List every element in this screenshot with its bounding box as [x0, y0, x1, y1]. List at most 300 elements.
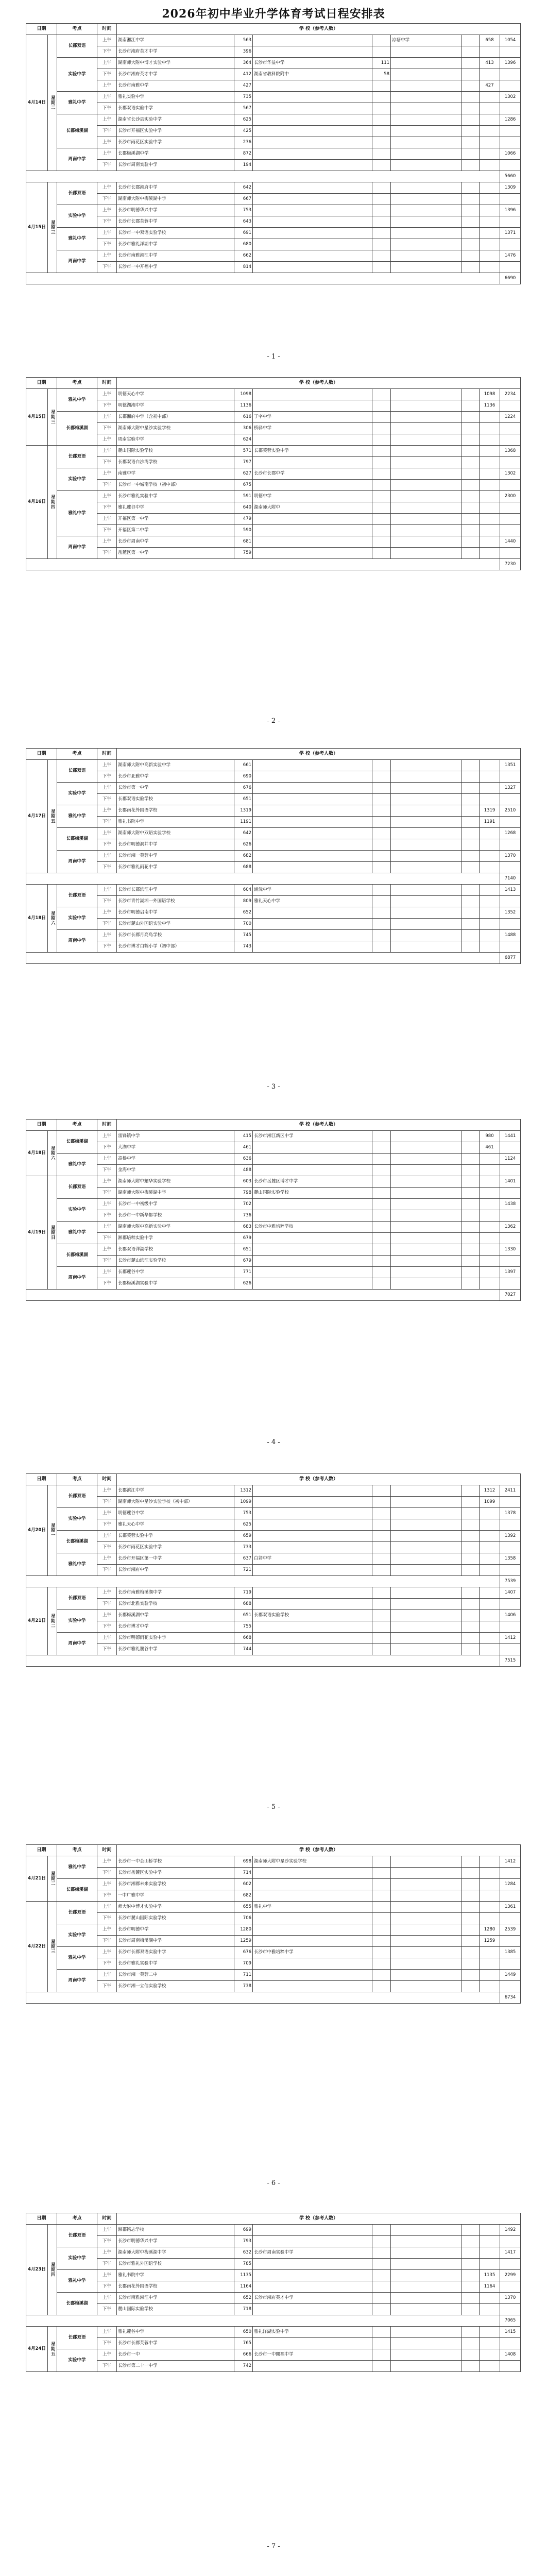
venue-total — [500, 1565, 521, 1576]
school-count-2 — [372, 862, 391, 873]
venue-total — [500, 400, 521, 412]
table-row — [26, 1936, 521, 1947]
venue-total — [500, 80, 521, 92]
day-grand-total: 6734 — [500, 1992, 521, 2004]
school-name-3 — [391, 480, 462, 491]
day-grand-total: 6690 — [500, 273, 521, 284]
exam-venue: 长郡梅溪湖 — [57, 1879, 97, 1902]
school-name: 雅礼书院中学 — [117, 817, 234, 828]
school-count-2 — [372, 514, 391, 525]
day-total-spacer — [26, 1290, 500, 1301]
school-count-3 — [462, 2349, 480, 2361]
exam-venue: 长郡双语 — [57, 1902, 97, 1924]
school-name-3 — [391, 1947, 462, 1958]
school-name: 长沙市雅礼洋湖中学 — [117, 239, 234, 250]
venue-total: 1406 — [500, 1610, 521, 1621]
table-row — [26, 1587, 521, 1599]
session-time: 上午 — [97, 35, 117, 46]
school-count-2 — [372, 216, 391, 228]
school-count-2 — [372, 2293, 391, 2304]
school-name: 长沙市开福区实验中学 — [117, 126, 234, 137]
venue-total: 1327 — [500, 783, 521, 794]
school-name-3 — [391, 1244, 462, 1256]
school-name-2 — [253, 548, 372, 559]
exam-date: 4月18日 — [26, 1131, 48, 1176]
session-time: 下午 — [97, 457, 117, 468]
day-total-spacer — [26, 273, 500, 284]
school-count-3 — [462, 1856, 480, 1868]
school-count-3 — [462, 536, 480, 548]
school-name-2 — [253, 1879, 372, 1890]
exam-venue: 长郡梅溪湖 — [57, 1244, 97, 1267]
school-count-3 — [462, 2259, 480, 2270]
school-name: 长沙市湘一立信实验学校 — [117, 1981, 234, 1992]
table-row — [26, 250, 521, 262]
school-name-2 — [253, 771, 372, 783]
school-count-3 — [462, 548, 480, 559]
school-name-2: 丁字中学 — [253, 412, 372, 423]
table-row — [26, 148, 521, 160]
exam-venue: 长郡梅溪湖 — [57, 412, 97, 446]
exam-venue: 长郡双语 — [57, 885, 97, 907]
header-venue: 考点 — [57, 24, 97, 35]
school-count: 797 — [234, 457, 253, 468]
school-count-3 — [462, 525, 480, 536]
school-name-2 — [253, 851, 372, 862]
venue-total: 1268 — [500, 828, 521, 839]
school-count-3 — [462, 907, 480, 919]
school-name-2 — [253, 1913, 372, 1924]
school-name-2 — [253, 46, 372, 58]
venue-total — [500, 457, 521, 468]
school-name-2: 雅礼中学 — [253, 1902, 372, 1913]
session-subtotal — [480, 1210, 500, 1222]
school-name: 长沙市明德雨花实验中学 — [117, 1633, 234, 1644]
school-count-2 — [372, 239, 391, 250]
school-count-2 — [372, 2225, 391, 2236]
venue-total: 1438 — [500, 1199, 521, 1210]
exam-venue: 长郡双语 — [57, 446, 97, 468]
session-subtotal: 1280 — [480, 1924, 500, 1936]
school-name: 湖南师大附中高新实验中学 — [117, 760, 234, 771]
exam-venue: 雅礼中学 — [57, 1856, 97, 1879]
session-time: 上午 — [97, 1244, 117, 1256]
school-count-3 — [462, 2247, 480, 2259]
header-date: 日期 — [26, 1120, 57, 1131]
school-name-3 — [391, 907, 462, 919]
school-name-3 — [391, 126, 462, 137]
table-row — [26, 114, 521, 126]
school-name-3 — [391, 1936, 462, 1947]
school-count: 706 — [234, 1913, 253, 1924]
table-row — [26, 80, 521, 92]
session-subtotal: 1099 — [480, 1497, 500, 1508]
venue-total: 1368 — [500, 446, 521, 457]
school-name-2 — [253, 400, 372, 412]
school-count-3 — [462, 1621, 480, 1633]
school-name: 长郡双语洋湖学校 — [117, 1244, 234, 1256]
venue-total — [500, 239, 521, 250]
school-name-2 — [253, 216, 372, 228]
table-row — [26, 239, 521, 250]
session-subtotal — [480, 423, 500, 434]
school-count: 688 — [234, 1599, 253, 1610]
table-row — [26, 1610, 521, 1621]
exam-date: 4月21日 — [26, 1856, 48, 1902]
school-count-3 — [462, 783, 480, 794]
header-date: 日期 — [26, 1845, 57, 1856]
school-name-3 — [391, 1176, 462, 1188]
header-venue: 考点 — [57, 749, 97, 760]
school-name-3 — [391, 491, 462, 502]
schedule-page — [26, 2213, 520, 2372]
school-name-2 — [253, 907, 372, 919]
day-grand-total: 6877 — [500, 953, 521, 964]
school-count-3 — [462, 2304, 480, 2315]
exam-venue: 雅礼中学 — [57, 1553, 97, 1576]
table-row — [26, 1222, 521, 1233]
school-count-3 — [462, 1278, 480, 1290]
session-time: 上午 — [97, 148, 117, 160]
school-name-3 — [391, 1210, 462, 1222]
session-subtotal — [480, 896, 500, 907]
table-row — [26, 1508, 521, 1519]
venue-total — [500, 423, 521, 434]
school-count-3 — [462, 839, 480, 851]
school-count-3 — [462, 160, 480, 171]
school-name-3 — [391, 262, 462, 273]
exam-venue: 实验中学 — [57, 205, 97, 228]
school-count-2 — [372, 1267, 391, 1278]
school-count-3 — [462, 228, 480, 239]
table-row — [26, 1913, 521, 1924]
venue-total — [500, 502, 521, 514]
school-name: 雅礼实验中学 — [117, 92, 234, 103]
school-count: 679 — [234, 1233, 253, 1244]
school-name: 长沙市开福区第一中学 — [117, 1553, 234, 1565]
session-subtotal — [480, 137, 500, 148]
table-row — [26, 126, 521, 137]
school-name-3 — [391, 1879, 462, 1890]
session-subtotal — [480, 148, 500, 160]
school-count: 1312 — [234, 1485, 253, 1497]
school-count-2 — [372, 1497, 391, 1508]
school-count: 642 — [234, 182, 253, 194]
school-count-2 — [372, 1142, 391, 1154]
school-count: 690 — [234, 771, 253, 783]
session-subtotal — [480, 1508, 500, 1519]
session-time: 下午 — [97, 1165, 117, 1176]
day-grand-total: 7065 — [500, 2315, 521, 2327]
school-count: 719 — [234, 1587, 253, 1599]
session-time: 下午 — [97, 1497, 117, 1508]
session-time: 上午 — [97, 1485, 117, 1497]
exam-weekday: 星期二 — [48, 1587, 57, 1655]
school-count-2 — [372, 1244, 391, 1256]
school-count-2 — [372, 480, 391, 491]
session-subtotal — [480, 1531, 500, 1542]
exam-date: 4月18日 — [26, 885, 48, 953]
table-row — [26, 1599, 521, 1610]
exam-venue: 实验中学 — [57, 2247, 97, 2270]
table-row — [26, 828, 521, 839]
table-row — [26, 1199, 521, 1210]
school-count: 396 — [234, 46, 253, 58]
school-name-3 — [391, 1542, 462, 1553]
schedule-table — [26, 377, 521, 570]
day-total-spacer — [26, 1992, 500, 2004]
venue-total: 1408 — [500, 2349, 521, 2361]
school-count: 666 — [234, 2349, 253, 2361]
school-count-2 — [372, 502, 391, 514]
venue-total: 2411 — [500, 1485, 521, 1497]
school-name-2: 长郡双语实验学校 — [253, 1610, 372, 1621]
school-name: 岳麓区第一中学 — [117, 548, 234, 559]
school-name: 长沙市第二十一中学 — [117, 2361, 234, 2372]
school-name-2: 长沙市湘江新区中学 — [253, 1131, 372, 1142]
school-name: 湖南师大附中星沙实验学校（初中部） — [117, 1497, 234, 1508]
venue-total: 1401 — [500, 1176, 521, 1188]
page-number: - 4 - — [267, 1438, 280, 1446]
school-count-3 — [462, 69, 480, 80]
school-count-3 — [462, 46, 480, 58]
school-name: 雅礼麓谷中学 — [117, 502, 234, 514]
venue-total: 1396 — [500, 58, 521, 69]
school-count-3 — [462, 502, 480, 514]
table-row — [26, 182, 521, 194]
session-time: 上午 — [97, 1856, 117, 1868]
exam-venue: 雅礼中学 — [57, 491, 97, 536]
school-count-3 — [462, 480, 480, 491]
session-subtotal — [480, 1970, 500, 1981]
exam-weekday: 星期六 — [48, 1131, 57, 1176]
venue-total — [500, 103, 521, 114]
exam-venue: 长郡梅溪湖 — [57, 2293, 97, 2315]
header-date: 日期 — [26, 1474, 57, 1485]
session-time: 上午 — [97, 182, 117, 194]
venue-total — [500, 262, 521, 273]
session-subtotal — [480, 828, 500, 839]
schedule-table — [26, 1473, 521, 1667]
table-row — [26, 1244, 521, 1256]
school-name: 长沙市麓山滨江实验学校 — [117, 1256, 234, 1267]
school-count-3 — [462, 239, 480, 250]
school-count: 425 — [234, 126, 253, 137]
school-count: 461 — [234, 1142, 253, 1154]
school-count-3 — [462, 771, 480, 783]
venue-total — [500, 69, 521, 80]
school-count-3 — [462, 896, 480, 907]
school-count: 680 — [234, 239, 253, 250]
venue-total: 1488 — [500, 930, 521, 941]
session-time: 上午 — [97, 885, 117, 896]
school-name: 师大附中博才实验中学 — [117, 1902, 234, 1913]
session-time: 上午 — [97, 1508, 117, 1519]
session-subtotal — [480, 1267, 500, 1278]
school-count-2 — [372, 930, 391, 941]
school-name-2 — [253, 1565, 372, 1576]
table-row — [26, 907, 521, 919]
school-name-2: 长沙市岳麓区博才中学 — [253, 1176, 372, 1188]
session-subtotal — [480, 92, 500, 103]
school-count-2 — [372, 1565, 391, 1576]
school-name-3 — [391, 1902, 462, 1913]
table-row — [26, 92, 521, 103]
school-count-3 — [462, 1879, 480, 1890]
school-name-2 — [253, 1890, 372, 1902]
day-total-spacer — [26, 1655, 500, 1667]
school-count-2 — [372, 2361, 391, 2372]
table-row — [26, 389, 521, 400]
school-count: 479 — [234, 514, 253, 525]
session-time: 下午 — [97, 2236, 117, 2247]
table-row — [26, 839, 521, 851]
venue-total: 1492 — [500, 2225, 521, 2236]
exam-date: 4月15日 — [26, 182, 48, 273]
school-name: 长沙市明德华兴中学 — [117, 2236, 234, 2247]
venue-total — [500, 2361, 521, 2372]
school-name-2: 湖南师大附中 — [253, 502, 372, 514]
school-count-3 — [462, 1599, 480, 1610]
venue-total — [500, 839, 521, 851]
school-count: 643 — [234, 216, 253, 228]
session-subtotal — [480, 1222, 500, 1233]
school-count-3 — [462, 760, 480, 771]
venue-total — [500, 1233, 521, 1244]
session-subtotal: 1136 — [480, 400, 500, 412]
session-time: 上午 — [97, 760, 117, 771]
school-count: 682 — [234, 1890, 253, 1902]
session-subtotal — [480, 1913, 500, 1924]
session-time: 上午 — [97, 1587, 117, 1599]
table-row — [26, 434, 521, 446]
exam-venue: 周南中学 — [57, 1633, 97, 1655]
school-name-2 — [253, 205, 372, 216]
session-subtotal — [480, 250, 500, 262]
day-total-spacer — [26, 559, 500, 570]
session-subtotal — [480, 1981, 500, 1992]
venue-total — [500, 160, 521, 171]
school-name: 长沙市麓山国际实验学校 — [117, 1913, 234, 1924]
school-count-3 — [462, 1958, 480, 1970]
school-count: 683 — [234, 1222, 253, 1233]
session-time: 下午 — [97, 1913, 117, 1924]
session-time: 上午 — [97, 1610, 117, 1621]
school-name-2 — [253, 1497, 372, 1508]
school-count-2 — [372, 839, 391, 851]
venue-total — [500, 1599, 521, 1610]
school-name-3 — [391, 1199, 462, 1210]
school-name: 长沙市雅礼雨花中学 — [117, 862, 234, 873]
table-row — [26, 2361, 521, 2372]
page-number: - 2 - — [267, 717, 280, 725]
school-name-3 — [391, 2338, 462, 2349]
school-count: 753 — [234, 205, 253, 216]
school-name-3 — [391, 1188, 462, 1199]
school-count-3 — [462, 216, 480, 228]
school-name: 长沙市麓山外国语实验中学 — [117, 919, 234, 930]
venue-total — [500, 1936, 521, 1947]
school-name-2: 湖南省教科院附中 — [253, 69, 372, 80]
school-name-3 — [391, 389, 462, 400]
school-count-3 — [462, 1902, 480, 1913]
exam-weekday: 星期三 — [48, 1902, 57, 1992]
school-name-2 — [253, 1485, 372, 1497]
table-row — [26, 2236, 521, 2247]
school-name-3 — [391, 1142, 462, 1154]
table-header-row — [26, 1845, 521, 1856]
school-name-3 — [391, 182, 462, 194]
school-name-2 — [253, 941, 372, 953]
table-row — [26, 46, 521, 58]
session-time: 上午 — [97, 412, 117, 423]
exam-venue: 实验中学 — [57, 907, 97, 930]
session-time: 下午 — [97, 1542, 117, 1553]
school-count: 1136 — [234, 400, 253, 412]
venue-total — [500, 919, 521, 930]
school-name-2 — [253, 262, 372, 273]
venue-total — [500, 1142, 521, 1154]
school-name-3 — [391, 412, 462, 423]
session-time: 下午 — [97, 2361, 117, 2372]
school-count-2 — [372, 103, 391, 114]
school-count: 718 — [234, 2304, 253, 2315]
school-count-2 — [372, 35, 391, 46]
school-count-2 — [372, 2270, 391, 2281]
school-name-3 — [391, 2349, 462, 2361]
school-name-2 — [253, 2338, 372, 2349]
school-count-2 — [372, 400, 391, 412]
school-name-3 — [391, 1278, 462, 1290]
session-time: 下午 — [97, 194, 117, 205]
school-name-3 — [391, 1913, 462, 1924]
school-count: 676 — [234, 1947, 253, 1958]
school-name-3 — [391, 1165, 462, 1176]
school-count-2 — [372, 423, 391, 434]
session-subtotal — [480, 1154, 500, 1165]
header-time: 时间 — [97, 749, 117, 760]
school-count-2 — [372, 536, 391, 548]
header-venue: 考点 — [57, 2213, 97, 2225]
school-name-3 — [391, 1256, 462, 1267]
session-subtotal: 413 — [480, 58, 500, 69]
school-name-3 — [391, 828, 462, 839]
school-count-3 — [462, 794, 480, 805]
school-count-2 — [372, 548, 391, 559]
school-count: 626 — [234, 839, 253, 851]
school-name-3 — [391, 1868, 462, 1879]
school-name-2 — [253, 250, 372, 262]
venue-total: 1054 — [500, 35, 521, 46]
school-name-3 — [391, 446, 462, 457]
school-count: 688 — [234, 862, 253, 873]
school-count: 625 — [234, 1519, 253, 1531]
session-subtotal — [480, 103, 500, 114]
header-time: 时间 — [97, 1845, 117, 1856]
school-name-3 — [391, 103, 462, 114]
school-name: 湖南师大附中高新实验中学 — [117, 1222, 234, 1233]
session-subtotal — [480, 851, 500, 862]
school-count-2 — [372, 250, 391, 262]
table-row — [26, 2338, 521, 2349]
school-count-2 — [372, 160, 391, 171]
school-name-2: 长沙市中雅培粹中学 — [253, 1947, 372, 1958]
school-name-3 — [391, 228, 462, 239]
school-name-3 — [391, 760, 462, 771]
session-subtotal — [480, 1868, 500, 1879]
school-name-2 — [253, 1958, 372, 1970]
header-school: 学 校（参考人数） — [117, 1474, 521, 1485]
